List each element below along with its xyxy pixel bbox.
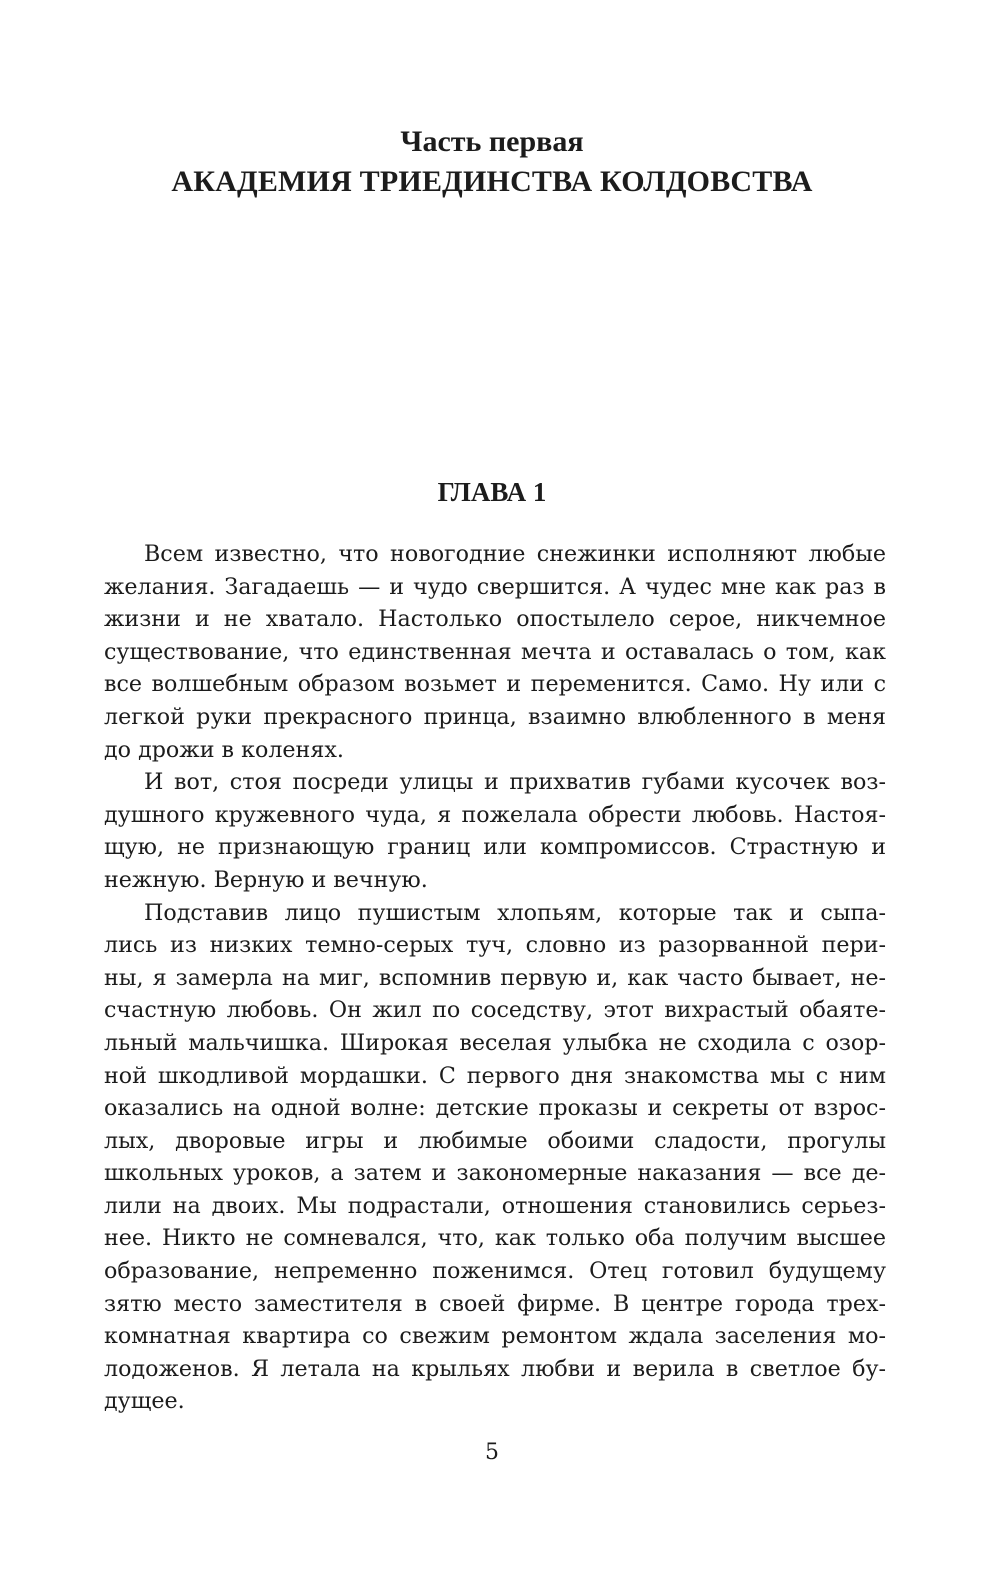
part-title: АКАДЕМИЯ ТРИЕДИНСТВА КОЛДОВСТВА	[171, 165, 813, 198]
text-line: нежную. Верную и вечную.	[104, 866, 428, 893]
text-line: лодоженов. Я летала на крыльях любви и верила в светлое бу-	[104, 1355, 886, 1382]
chapter-title: ГЛАВА 1	[437, 477, 547, 507]
text-line: льный мальчишка. Широкая веселая улыбка не сходила с озор-	[104, 1029, 886, 1056]
text-line: оказались на одной волне: детские проказы и секреты от взрос-	[104, 1095, 886, 1122]
text-line: ной шкодливой мордашки. С первого дня знакомства мы с ним	[104, 1062, 886, 1089]
text-line: душного кружевного чуда, я пожелала обрести любовь. Настоя-	[104, 801, 886, 828]
body-text	[104, 538, 886, 1418]
part-label: Часть первая	[400, 125, 584, 158]
text-line: Всем известно, что новогодние снежинки исполняют любые	[144, 541, 886, 567]
text-line: до дрожи в коленях.	[104, 736, 344, 763]
text-line: желания. Загадаешь — и чудо свершится. А чудес мне как раз в	[104, 573, 886, 600]
text-line: зятю место заместителя в своей фирме. В центре города трех-	[104, 1290, 886, 1317]
paragraph-1	[104, 538, 886, 766]
page-number: 5	[485, 1440, 499, 1465]
paragraph-2	[104, 766, 886, 896]
text-line: легкой руки прекрасного принца, взаимно влюбленного в меня	[104, 703, 886, 730]
text-line: щую, не признающую границ или компромиссов. Страстную и	[104, 834, 886, 861]
text-line: лили на двоих. Мы подрастали, отношения становились серьез-	[104, 1192, 886, 1219]
text-line: нее. Никто не сомневался, что, как только оба получим высшее	[104, 1225, 886, 1252]
text-line: школьных уроков, а затем и закономерные наказания — все де-	[104, 1160, 886, 1187]
text-line: лись из низких темно-серых туч, словно из разорванной пери-	[104, 932, 886, 959]
text-line: ны, я замерла на миг, вспомнив первую и, как часто бывает, не-	[104, 964, 886, 991]
paragraph-3	[104, 897, 886, 1419]
text-line: существование, что единственная мечта и оставалась о том, как	[104, 638, 886, 665]
text-line: все волшебным образом возьмет и переменится. Само. Ну или с	[104, 671, 886, 698]
text-line: лых, дворовые игры и любимые обоими сладости, прогулы	[104, 1127, 886, 1154]
text-line: И вот, стоя посреди улицы и прихватив губами кусочек воз-	[144, 769, 886, 796]
text-line: образование, непременно поженимся. Отец готовил будущему	[104, 1258, 886, 1285]
text-line: счастную любовь. Он жил по соседству, этот вихрастый обаяте-	[104, 997, 886, 1024]
text-line: дущее.	[104, 1388, 185, 1415]
text-line: жизни и не хватало. Настолько опостылело серое, никчемное	[104, 606, 886, 633]
text-line: Подставив лицо пушистым хлопьям, которые так и сыпа-	[144, 899, 886, 926]
part-heading	[0, 124, 984, 200]
text-line: комнатная квартира со свежим ремонтом ждала заселения мо-	[104, 1323, 886, 1350]
